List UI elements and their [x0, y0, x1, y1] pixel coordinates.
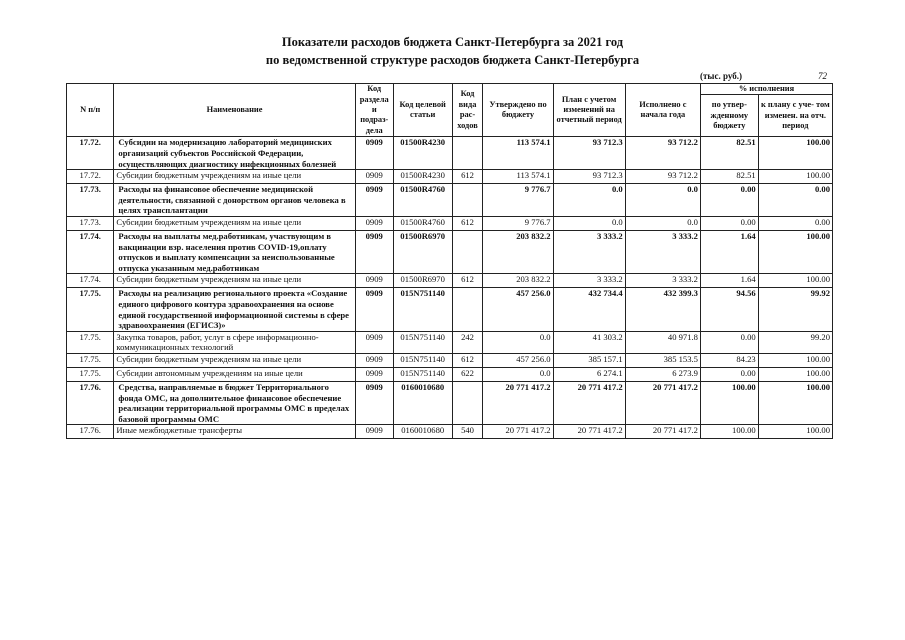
row-name: Субсидии на модернизацию лабораторий медицинских организаций субъектов Российской Федерации, осуществляющих диагностику инфекционных болезней: [114, 137, 355, 170]
expenses-table: [66, 83, 833, 439]
row-pct-budget: 0.00: [700, 367, 758, 381]
row-executed: 3 333.2: [625, 230, 700, 273]
table-row: [67, 353, 833, 367]
row-section-code: 0909: [355, 274, 393, 288]
row-pct-plan: 100.00: [758, 353, 832, 367]
row-name: Субсидии бюджетным учреждениям на иные цели: [114, 170, 355, 184]
table-row: [67, 216, 833, 230]
row-number: 17.75.: [67, 353, 114, 367]
row-plan: 0.0: [553, 184, 625, 217]
row-name: Иные межбюджетные трансферты: [114, 425, 355, 439]
row-pct-budget: 1.64: [700, 274, 758, 288]
row-expense-type: [452, 288, 483, 331]
row-expense-type: 540: [452, 425, 483, 439]
table-row: [67, 184, 833, 217]
row-name: Расходы на реализацию регионального проекта «Создание единого цифрового контура здравоохранения на основе единой государственной информационной системы в сфере здравоохранения (ЕГИСЗ)»: [114, 288, 355, 331]
row-approved: 113 574.1: [483, 137, 553, 170]
header-vid: Код вида рас- ходов: [452, 84, 483, 137]
row-executed: 0.0: [625, 184, 700, 217]
row-section-code: 0909: [355, 137, 393, 170]
row-approved: 9 776.7: [483, 216, 553, 230]
row-plan: 20 771 417.2: [553, 425, 625, 439]
row-target-code: 01500R6970: [393, 274, 452, 288]
row-plan: 3 333.2: [553, 274, 625, 288]
row-approved: 203 832.2: [483, 230, 553, 273]
row-expense-type: [452, 230, 483, 273]
row-pct-budget: 84.23: [700, 353, 758, 367]
header-num: N п/п: [67, 84, 114, 137]
row-pct-plan: 100.00: [758, 170, 832, 184]
row-name: Субсидии бюджетным учреждениям на иные цели: [114, 274, 355, 288]
table-row: [67, 137, 833, 170]
row-target-code: 01500R6970: [393, 230, 452, 273]
table-row: [67, 170, 833, 184]
row-section-code: 0909: [355, 184, 393, 217]
row-approved: 457 256.0: [483, 353, 553, 367]
row-executed: 0.0: [625, 216, 700, 230]
row-name: Закупка товаров, работ, услуг в сфере информационно-коммуникационных технологий: [114, 331, 355, 353]
row-expense-type: 612: [452, 170, 483, 184]
row-target-code: 01500R4760: [393, 184, 452, 217]
row-pct-plan: 99.20: [758, 331, 832, 353]
row-pct-budget: 0.00: [700, 184, 758, 217]
row-section-code: 0909: [355, 381, 393, 424]
row-expense-type: 612: [452, 216, 483, 230]
report-subtitle: по ведомственной структуре расходов бюджета Санкт-Петербурга: [265, 53, 640, 67]
row-pct-budget: 1.64: [700, 230, 758, 273]
row-pct-budget: 94.56: [700, 288, 758, 331]
row-target-code: 0160010680: [393, 381, 452, 424]
row-target-code: 015N751140: [393, 331, 452, 353]
row-pct-budget: 100.00: [700, 381, 758, 424]
row-pct-plan: 100.00: [758, 381, 832, 424]
row-plan: 93 712.3: [553, 137, 625, 170]
row-plan: 432 734.4: [553, 288, 625, 331]
row-target-code: 015N751140: [393, 367, 452, 381]
row-target-code: 0160010680: [393, 425, 452, 439]
row-expense-type: 622: [452, 367, 483, 381]
row-section-code: 0909: [355, 230, 393, 273]
header-name: Наименование: [114, 84, 355, 137]
header-plan: План с учетом изменений на отчетный период: [553, 84, 625, 137]
row-plan: 3 333.2: [553, 230, 625, 273]
table-row: [67, 230, 833, 273]
row-approved: 0.0: [483, 331, 553, 353]
table-row: [67, 367, 833, 381]
row-number: 17.74.: [67, 230, 114, 273]
page-number: 72: [818, 71, 827, 81]
row-pct-plan: 0.00: [758, 216, 832, 230]
row-target-code: 01500R4230: [393, 137, 452, 170]
header-pct-plan: к плану с уче- том изменен. на отч. период: [758, 95, 832, 137]
row-expense-type: [452, 184, 483, 217]
row-plan: 385 157.1: [553, 353, 625, 367]
row-section-code: 0909: [355, 367, 393, 381]
row-approved: 20 771 417.2: [483, 425, 553, 439]
row-number: 17.73.: [67, 216, 114, 230]
header-pct-budget: по утвер- жденному бюджету: [700, 95, 758, 137]
row-target-code: 015N751140: [393, 353, 452, 367]
row-pct-plan: 100.00: [758, 274, 832, 288]
row-pct-budget: 0.00: [700, 216, 758, 230]
row-approved: 457 256.0: [483, 288, 553, 331]
row-executed: 93 712.2: [625, 170, 700, 184]
row-plan: 41 303.2: [553, 331, 625, 353]
row-executed: 3 333.2: [625, 274, 700, 288]
row-section-code: 0909: [355, 170, 393, 184]
row-expense-type: [452, 137, 483, 170]
row-pct-budget: 82.51: [700, 170, 758, 184]
header-section: Код раздела и подраз- дела: [355, 84, 393, 137]
row-approved: 0.0: [483, 367, 553, 381]
row-number: 17.73.: [67, 184, 114, 217]
row-expense-type: [452, 381, 483, 424]
units-label: (тыс. руб.): [700, 71, 742, 81]
row-number: 17.75.: [67, 367, 114, 381]
header-pct: % исполнения: [700, 84, 832, 95]
row-pct-plan: 100.00: [758, 425, 832, 439]
row-plan: 20 771 417.2: [553, 381, 625, 424]
row-name: Расходы на финансовое обеспечение медицинской деятельности, связанной с донорством органов человека в целях трансплантации: [114, 184, 355, 217]
row-number: 17.76.: [67, 425, 114, 439]
row-number: 17.75.: [67, 288, 114, 331]
row-section-code: 0909: [355, 425, 393, 439]
row-name: Субсидии бюджетным учреждениям на иные цели: [114, 216, 355, 230]
row-section-code: 0909: [355, 216, 393, 230]
row-executed: 6 273.9: [625, 367, 700, 381]
row-section-code: 0909: [355, 288, 393, 331]
row-pct-plan: 100.00: [758, 367, 832, 381]
table-row: [67, 331, 833, 353]
row-expense-type: 612: [452, 353, 483, 367]
report-title: Показатели расходов бюджета Санкт-Петербурга за 2021 год: [281, 35, 624, 49]
row-pct-plan: 0.00: [758, 184, 832, 217]
row-approved: 113 574.1: [483, 170, 553, 184]
row-pct-budget: 100.00: [700, 425, 758, 439]
row-number: 17.75.: [67, 331, 114, 353]
header-target: Код целевой статьи: [393, 84, 452, 137]
row-target-code: 01500R4760: [393, 216, 452, 230]
table-row: [67, 381, 833, 424]
table-row: [67, 425, 833, 439]
row-pct-plan: 99.92: [758, 288, 832, 331]
row-number: 17.72.: [67, 137, 114, 170]
header-approved: Утверждено по бюджету: [483, 84, 553, 137]
row-approved: 9 776.7: [483, 184, 553, 217]
row-name: Субсидии бюджетным учреждениям на иные цели: [114, 353, 355, 367]
row-section-code: 0909: [355, 353, 393, 367]
row-executed: 385 153.5: [625, 353, 700, 367]
row-executed: 93 712.2: [625, 137, 700, 170]
row-section-code: 0909: [355, 331, 393, 353]
row-pct-plan: 100.00: [758, 137, 832, 170]
row-name: Средства, направляемые в бюджет Территориального фонда ОМС, на дополнительное финансовое обеспечение реализации территориальной программы ОМС в пределах базовой программы ОМС: [114, 381, 355, 424]
row-name: Расходы на выплаты мед.работникам, участвующим в вакцинации взр. населения против COVID-19,оплату отпусков и выплату компенсации за неиспользованные отпуска указанным мед.работникам: [114, 230, 355, 273]
row-target-code: 01500R4230: [393, 170, 452, 184]
header-done: Исполнено с начала года: [625, 84, 700, 137]
row-executed: 40 971.8: [625, 331, 700, 353]
row-pct-budget: 82.51: [700, 137, 758, 170]
row-plan: 6 274.1: [553, 367, 625, 381]
row-executed: 20 771 417.2: [625, 381, 700, 424]
row-expense-type: 612: [452, 274, 483, 288]
row-number: 17.76.: [67, 381, 114, 424]
row-executed: 432 399.3: [625, 288, 700, 331]
row-plan: 0.0: [553, 216, 625, 230]
row-pct-budget: 0.00: [700, 331, 758, 353]
row-plan: 93 712.3: [553, 170, 625, 184]
row-executed: 20 771 417.2: [625, 425, 700, 439]
row-approved: 20 771 417.2: [483, 381, 553, 424]
row-number: 17.74.: [67, 274, 114, 288]
table-row: [67, 288, 833, 331]
row-pct-plan: 100.00: [758, 230, 832, 273]
row-approved: 203 832.2: [483, 274, 553, 288]
row-number: 17.72.: [67, 170, 114, 184]
table-row: [67, 274, 833, 288]
row-expense-type: 242: [452, 331, 483, 353]
row-name: Субсидии автономным учреждениям на иные цели: [114, 367, 355, 381]
row-target-code: 015N751140: [393, 288, 452, 331]
